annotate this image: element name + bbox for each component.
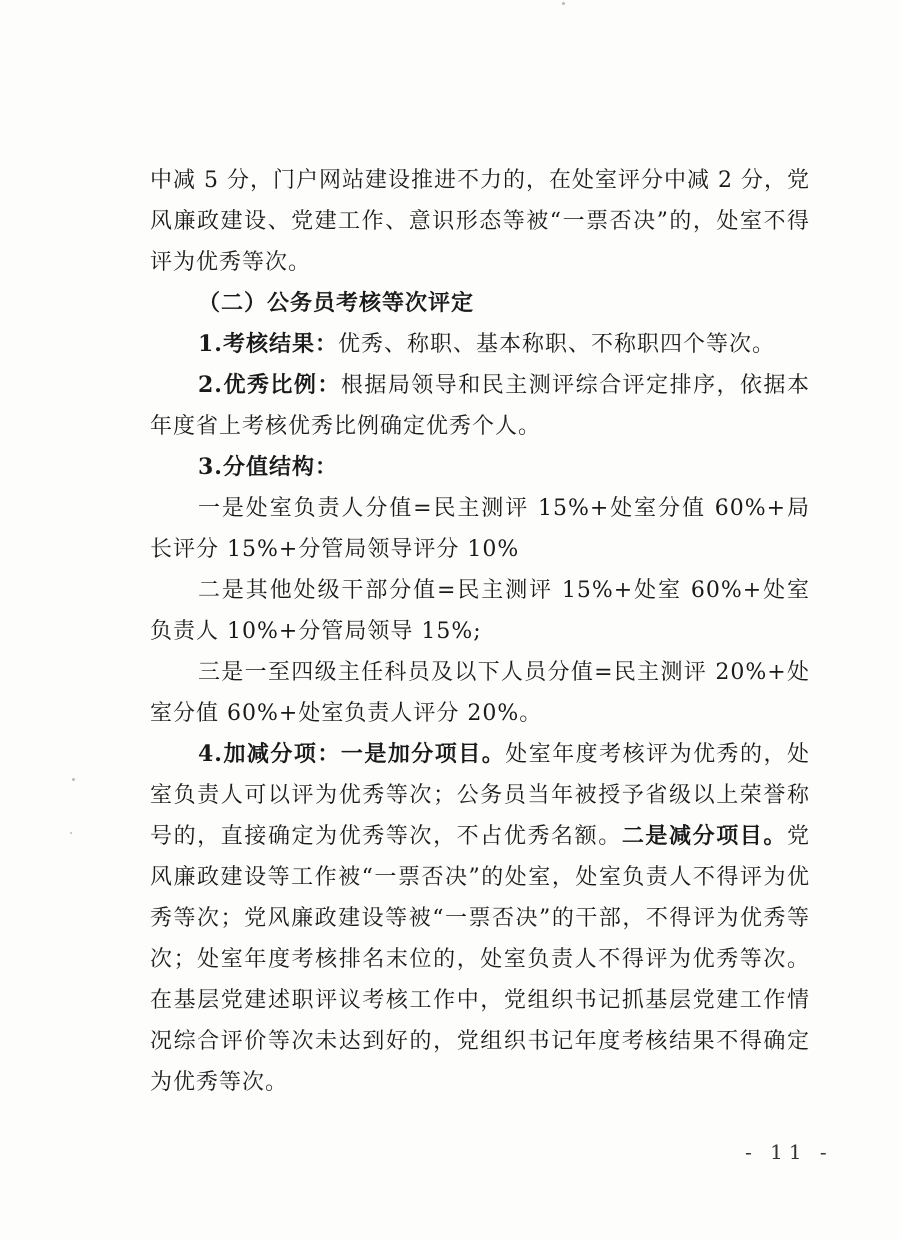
item-2-paragraph [150, 365, 810, 447]
page-number: - 11 - [745, 1140, 833, 1164]
item-3-part-a: 一是处室负责人分值=民主测评 15%+处室分值 60%+局长评分 15%+分管局领导评分 10% [150, 496, 810, 562]
item-4-paragraph [150, 734, 810, 1103]
item-1-label: 1.考核结果： [198, 331, 338, 357]
document-body [150, 160, 810, 1103]
item-2-label: 2.优秀比例： [198, 372, 341, 398]
item-3-part-b: 二是其他处级干部分值=民主测评 15%+处室 60%+处室负责人 10%+分管局领导 15%; [150, 578, 810, 644]
item-4-sub2-label: 二是减分项目。 [621, 823, 787, 849]
item-4-sub1-text: 处室年度考核评为优秀的，处室负责人可以评为优秀等次；公务员当年被授予省级以上荣誉称号的，直接确定为优秀等次，不占优秀名额。 [150, 742, 810, 849]
item-3-paragraph [150, 447, 810, 488]
item-3-label: 3.分值结构： [198, 454, 338, 480]
scan-speck [72, 778, 75, 781]
scan-speck [562, 2, 565, 5]
item-1-paragraph [150, 324, 810, 365]
item-4-sub2-text: 党风廉政建设等工作被“一票否决”的处室，处室负责人不得评为优秀等次；党风廉政建设等被“一票否决”的干部，不得评为优秀等次；处室年度考核排名末位的，处室负责人不得评为优秀等次。在基层党建述职评议考核工作中，党组织书记抓基层党建工作情况综合评价等次未达到好的，党组织书记年度考核结果不得确定为优秀等次。 [150, 824, 810, 1095]
scan-speck [70, 832, 72, 834]
item-4-sub1-label: 一是加分项目。 [340, 741, 506, 767]
item-4-label: 4.加减分项： [198, 741, 341, 767]
item-3-part-c: 三是一至四级主任科员及以下人员分值=民主测评 20%+处室分值 60%+处室负责人评分 20%。 [150, 660, 810, 726]
item-1-text: 优秀、称职、基本称职、不称职四个等次。 [337, 332, 775, 357]
item-2-text: 根据局领导和民主测评综合评定排序，依据本年度省上考核优秀比例确定优秀个人。 [150, 373, 810, 439]
paragraph-continuation: 中减 5 分，门户网站建设推进不力的，在处室评分中减 2 分，党风廉政建设、党建工作、意识形态等被“一票否决”的，处室不得评为优秀等次。 [150, 168, 810, 275]
section-heading: （二）公务员考核等次评定 [198, 290, 475, 316]
